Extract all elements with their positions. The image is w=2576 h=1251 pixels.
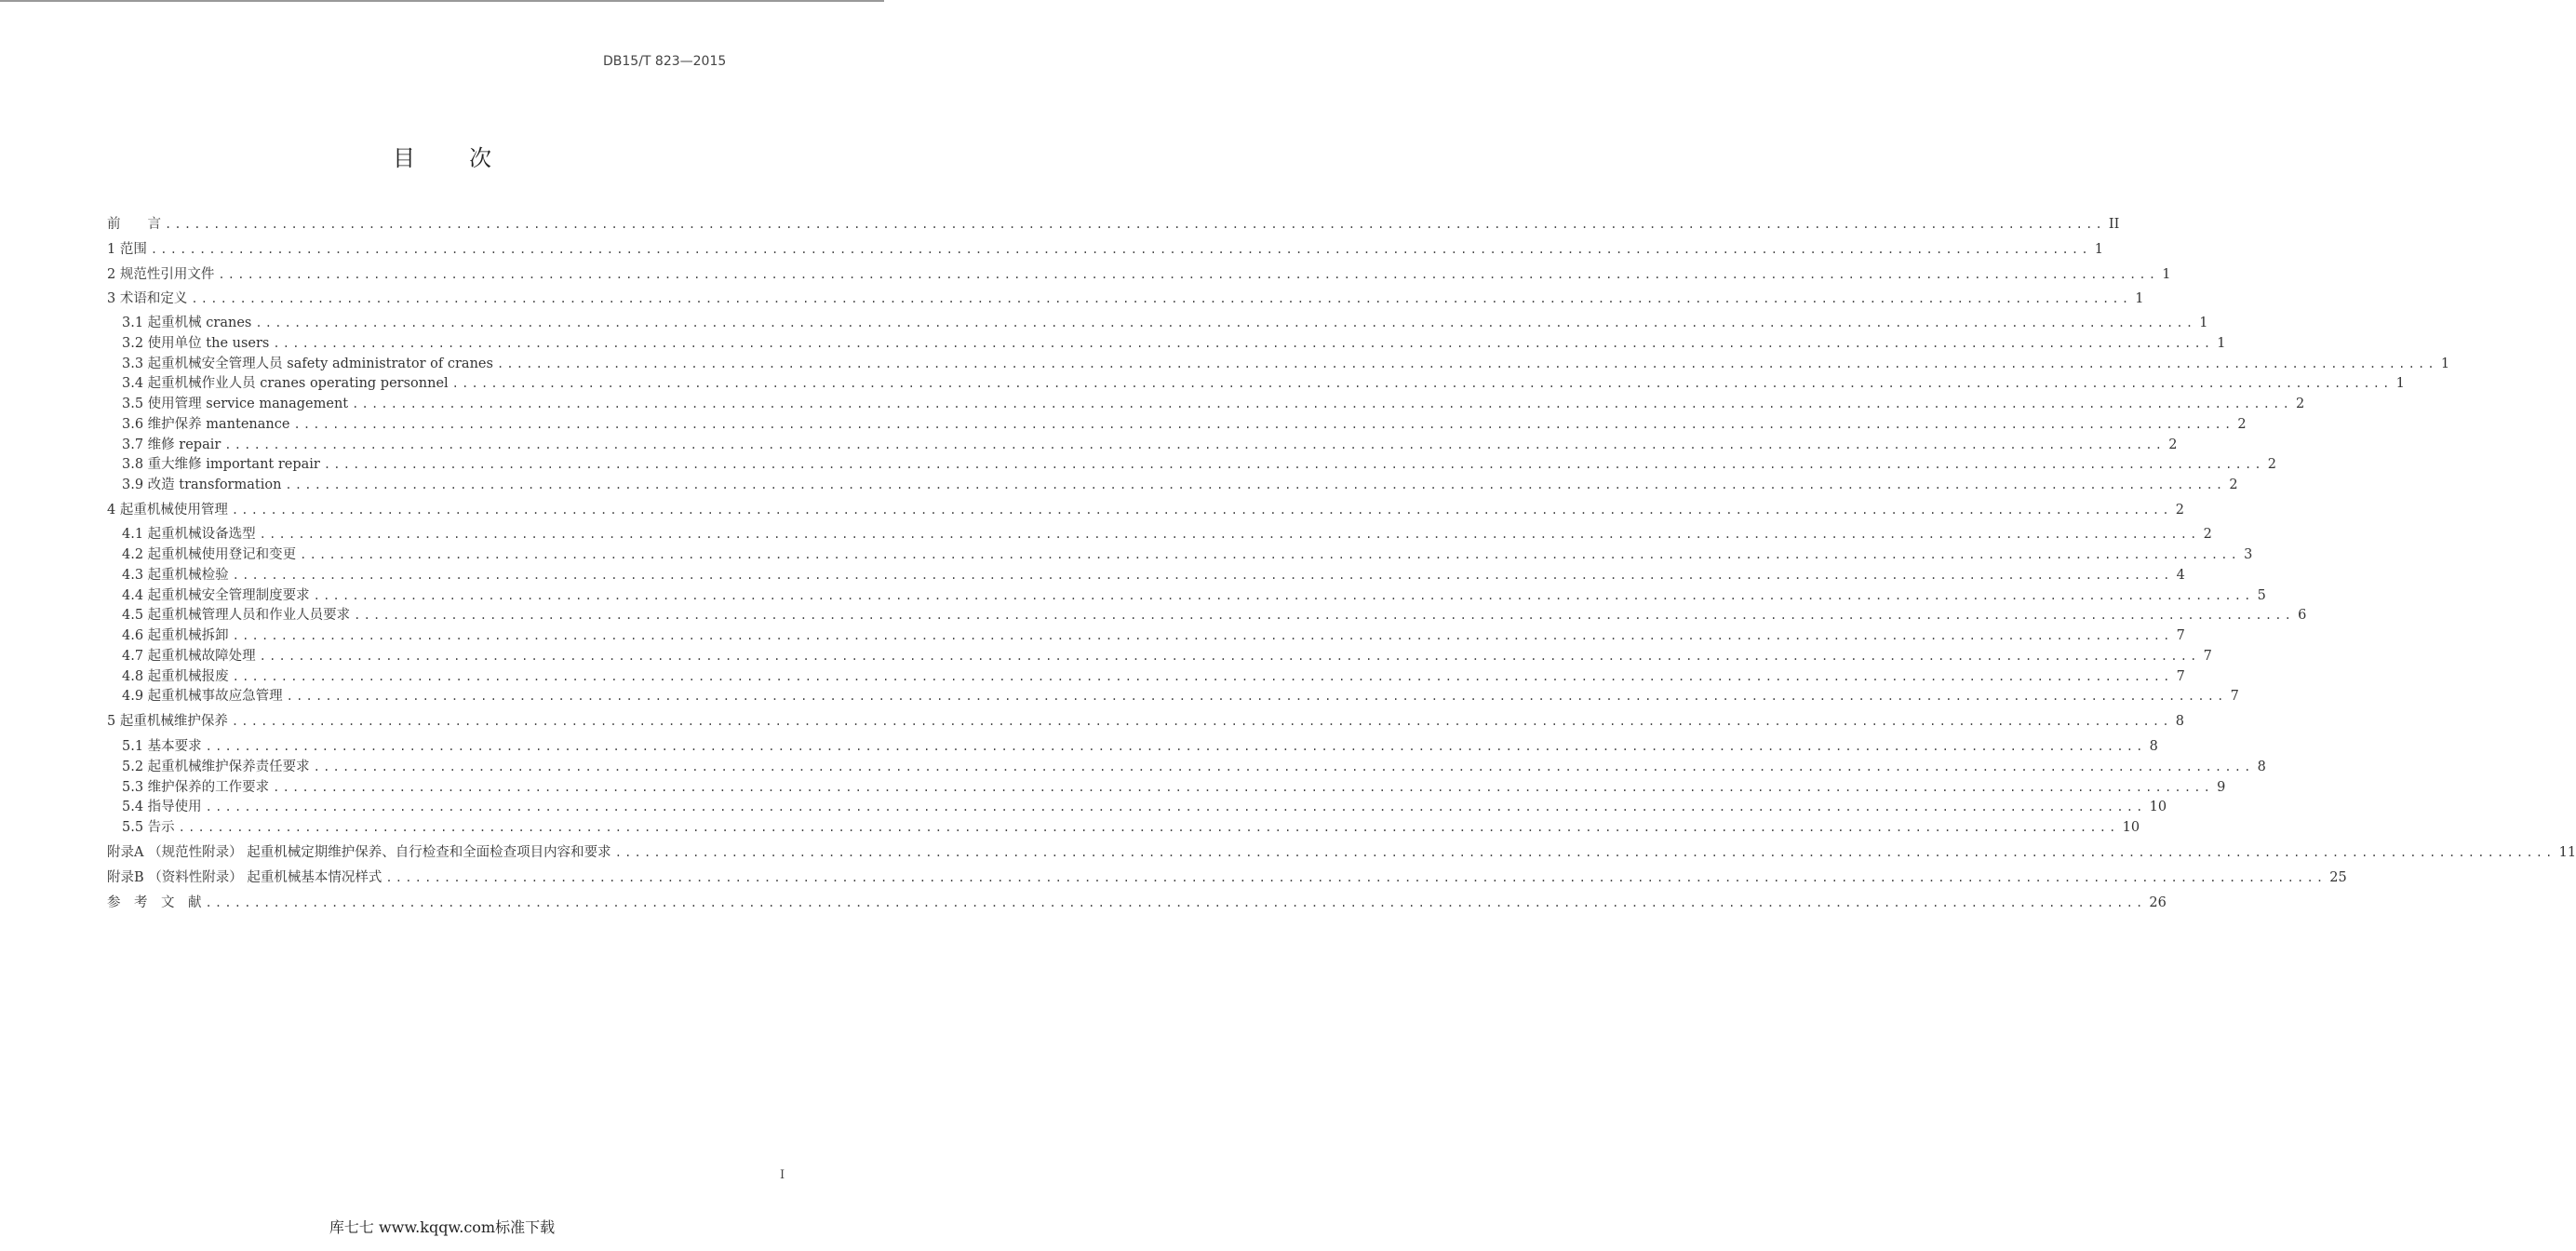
toc-entry[interactable]: [122, 625, 2185, 643]
toc-entry[interactable]: [122, 604, 2307, 623]
dot-leader: ........................................................................................................................................................................................................: [286, 690, 2227, 703]
toc-entry-label: 4.2 起重机械使用登记和变更: [122, 547, 297, 562]
page-number: I: [780, 1168, 785, 1182]
dot-leader: ........................................................................................................................................................................................................: [259, 528, 2200, 541]
toc-entry-page: 26: [2149, 895, 2167, 910]
toc-entry-page: 5: [2257, 588, 2266, 603]
dot-leader: ........................................................................................................................................................................................................: [231, 715, 2172, 728]
dot-leader: ........................................................................................................................................................................................................: [259, 650, 2200, 663]
toc-entry-label: 参 考 文 献: [107, 895, 202, 910]
toc-entry-page: 1: [2199, 316, 2208, 330]
dot-leader: ........................................................................................................................................................................................................: [205, 740, 2146, 753]
dot-leader: ........................................................................................................................................................................................................: [165, 218, 2105, 231]
toc-entry[interactable]: [122, 796, 2167, 814]
toc-entry[interactable]: [122, 544, 2253, 562]
toc-entry[interactable]: [122, 312, 2208, 330]
dot-leader: ........................................................................................................................................................................................................: [313, 760, 2254, 773]
toc-entry-page: 1: [2162, 267, 2171, 282]
toc-entry[interactable]: [122, 666, 2185, 684]
toc-entry-label: 4.8 起重机械报废: [122, 669, 229, 684]
toc-entry[interactable]: [107, 499, 2184, 518]
toc-entry[interactable]: [122, 585, 2266, 603]
page-top-border: [0, 0, 884, 2]
dot-leader: ........................................................................................................................................................................................................: [451, 377, 2393, 390]
dot-leader: ........................................................................................................................................................................................................: [285, 478, 2226, 491]
toc-entry-page: 2: [2175, 503, 2184, 518]
toc-entry[interactable]: [122, 453, 2277, 472]
toc-entry-label: 5.3 维护保养的工作要求: [122, 780, 270, 795]
document-number: DB15/T 823—2015: [603, 54, 727, 69]
toc-entry-page: 4: [2176, 568, 2185, 583]
toc-entry-page: 2: [2296, 397, 2305, 411]
toc-entry[interactable]: [122, 816, 2140, 835]
dot-leader: ........................................................................................................................................................................................................: [496, 357, 2437, 370]
dot-leader: ........................................................................................................................................................................................................: [232, 569, 2173, 582]
toc-entry-page: 9: [2217, 780, 2226, 795]
toc-entry-page: 8: [2175, 714, 2184, 729]
toc-entry-page: 7: [2203, 649, 2212, 664]
toc-entry-label: 3.1 起重机械 cranes: [122, 316, 252, 330]
dot-leader: ........................................................................................................................................................................................................: [218, 268, 2159, 281]
dot-leader: ........................................................................................................................................................................................................: [232, 629, 2173, 642]
toc-entry[interactable]: [107, 710, 2184, 729]
toc-entry-page: II: [2108, 217, 2120, 232]
toc-entry[interactable]: [122, 413, 2247, 432]
toc-entry[interactable]: [122, 353, 2450, 371]
dot-leader: ........................................................................................................................................................................................................: [178, 821, 2119, 834]
toc-entry-page: 2: [2203, 527, 2212, 542]
toc-entry-page: 2: [2237, 417, 2247, 432]
toc-entry-page: 7: [2176, 669, 2185, 684]
toc-entry-page: 25: [2329, 870, 2347, 885]
toc-entry[interactable]: [107, 238, 2103, 257]
dot-leader: ........................................................................................................................................................................................................: [273, 781, 2214, 794]
dot-leader: ........................................................................................................................................................................................................: [614, 846, 2556, 859]
toc-entry[interactable]: [122, 685, 2239, 704]
toc-entry-label: 5 起重机械维护保养: [107, 714, 228, 729]
toc-entry-label: 4.3 起重机械检验: [122, 568, 229, 583]
toc-entry[interactable]: [122, 393, 2305, 411]
toc-entry[interactable]: [122, 434, 2178, 452]
dot-leader: ........................................................................................................................................................................................................: [273, 337, 2214, 350]
toc-entry-page: 2: [2267, 457, 2277, 472]
toc-entry-label: 前 言: [107, 217, 161, 232]
toc-entry[interactable]: [122, 735, 2158, 754]
toc-entry[interactable]: [122, 776, 2226, 795]
dot-leader: ........................................................................................................................................................................................................: [205, 800, 2146, 814]
toc-entry-label: 5.1 基本要求: [122, 739, 202, 754]
dot-leader: ........................................................................................................................................................................................................: [231, 504, 2172, 517]
toc-entry-page: 1: [2217, 336, 2226, 351]
toc-entry[interactable]: [122, 756, 2266, 774]
toc-entry-label: 2 规范性引用文件: [107, 267, 215, 282]
toc-entry[interactable]: [107, 841, 2576, 860]
toc-entry-page: 11: [2558, 845, 2576, 860]
toc-entry-label: 5.5 告示: [122, 820, 175, 835]
toc-entry-page: 7: [2230, 689, 2239, 704]
dot-leader: ........................................................................................................................................................................................................: [293, 418, 2234, 431]
toc-entry[interactable]: [107, 867, 2347, 885]
toc-entry-label: 5.4 指导使用: [122, 800, 202, 814]
toc-entry-label: 4.6 起重机械拆卸: [122, 628, 229, 643]
toc-entry[interactable]: [122, 372, 2405, 391]
toc-entry-label: 3.7 维修 repair: [122, 437, 221, 452]
dot-leader: ........................................................................................................................................................................................................: [232, 670, 2173, 683]
toc-entry-page: 2: [2168, 437, 2178, 452]
toc-entry-label: 3.9 改造 transformation: [122, 478, 282, 492]
dot-leader: ........................................................................................................................................................................................................: [323, 458, 2264, 471]
dot-leader: ........................................................................................................................................................................................................: [150, 243, 2091, 256]
toc-entry-label: 附录A （规范性附录） 起重机械定期维护保养、自行检查和全面检查项目内容和要求: [107, 845, 611, 860]
toc-entry-page: 1: [2094, 242, 2103, 257]
toc-entry-page: 8: [2149, 739, 2158, 754]
dot-leader: ........................................................................................................................................................................................................: [352, 397, 2293, 410]
dot-leader: ........................................................................................................................................................................................................: [205, 896, 2146, 909]
toc-entry[interactable]: [122, 645, 2212, 664]
toc-entry-label: 3.6 维护保养 mantenance: [122, 417, 290, 432]
toc-entry-page: 10: [2122, 820, 2140, 835]
toc-entry[interactable]: [122, 523, 2212, 542]
toc-entry-label: 4 起重机械使用管理: [107, 503, 228, 518]
toc-entry-label: 3.2 使用单位 the users: [122, 336, 270, 351]
toc-entry-label: 3.5 使用管理 service management: [122, 397, 349, 411]
toc-entry-label: 5.2 起重机械维护保养责任要求: [122, 760, 310, 774]
toc-entry-label: 4.1 起重机械设备选型: [122, 527, 256, 542]
toc-entry[interactable]: [122, 474, 2238, 492]
toc-entry-page: 1: [2135, 291, 2144, 306]
toc-entry-page: 8: [2257, 760, 2266, 774]
dot-leader: ........................................................................................................................................................................................................: [354, 609, 2295, 622]
toc-entry[interactable]: [107, 288, 2144, 306]
toc-entry-page: 2: [2229, 478, 2238, 492]
dot-leader: ........................................................................................................................................................................................................: [300, 548, 2241, 561]
toc-entry-label: 3.8 重大维修 important repair: [122, 457, 320, 472]
toc-entry[interactable]: [107, 213, 2120, 232]
toc-entry-label: 4.7 起重机械故障处理: [122, 649, 256, 664]
footer-watermark: 库七七 www.kqqw.com标准下载: [329, 1218, 556, 1236]
dot-leader: ........................................................................................................................................................................................................: [385, 871, 2327, 884]
toc-entry-page: 10: [2149, 800, 2167, 814]
toc-entry-label: 4.5 起重机械管理人员和作业人员要求: [122, 608, 351, 623]
toc-entry-label: 4.9 起重机械事故应急管理: [122, 689, 283, 704]
toc-entry-page: 1: [2395, 376, 2405, 391]
toc-entry[interactable]: [122, 332, 2226, 351]
dot-leader: ........................................................................................................................................................................................................: [191, 292, 2132, 305]
toc-entry-label: 1 范围: [107, 242, 147, 257]
toc-entry-label: 3 术语和定义: [107, 291, 188, 306]
toc-entry-page: 6: [2298, 608, 2307, 623]
toc-entry-page: 7: [2176, 628, 2185, 643]
dot-leader: ........................................................................................................................................................................................................: [224, 438, 2166, 451]
dot-leader: ........................................................................................................................................................................................................: [255, 316, 2196, 330]
toc-entry[interactable]: [107, 892, 2167, 910]
toc-entry-label: 3.4 起重机械作业人员 cranes operating personnel: [122, 376, 449, 391]
toc-entry-label: 3.3 起重机械安全管理人员 safety administrator of cranes: [122, 356, 493, 371]
dot-leader: ........................................................................................................................................................................................................: [313, 589, 2254, 602]
toc-entry-label: 4.4 起重机械安全管理制度要求: [122, 588, 310, 603]
toc-entry-page: 1: [2440, 356, 2450, 371]
toc-entry[interactable]: [122, 564, 2185, 583]
toc-entry-label: 附录B （资料性附录） 起重机械基本情况样式: [107, 870, 382, 885]
page-title: 目次: [393, 145, 545, 171]
toc-entry[interactable]: [107, 263, 2171, 282]
toc-entry-page: 3: [2244, 547, 2253, 562]
